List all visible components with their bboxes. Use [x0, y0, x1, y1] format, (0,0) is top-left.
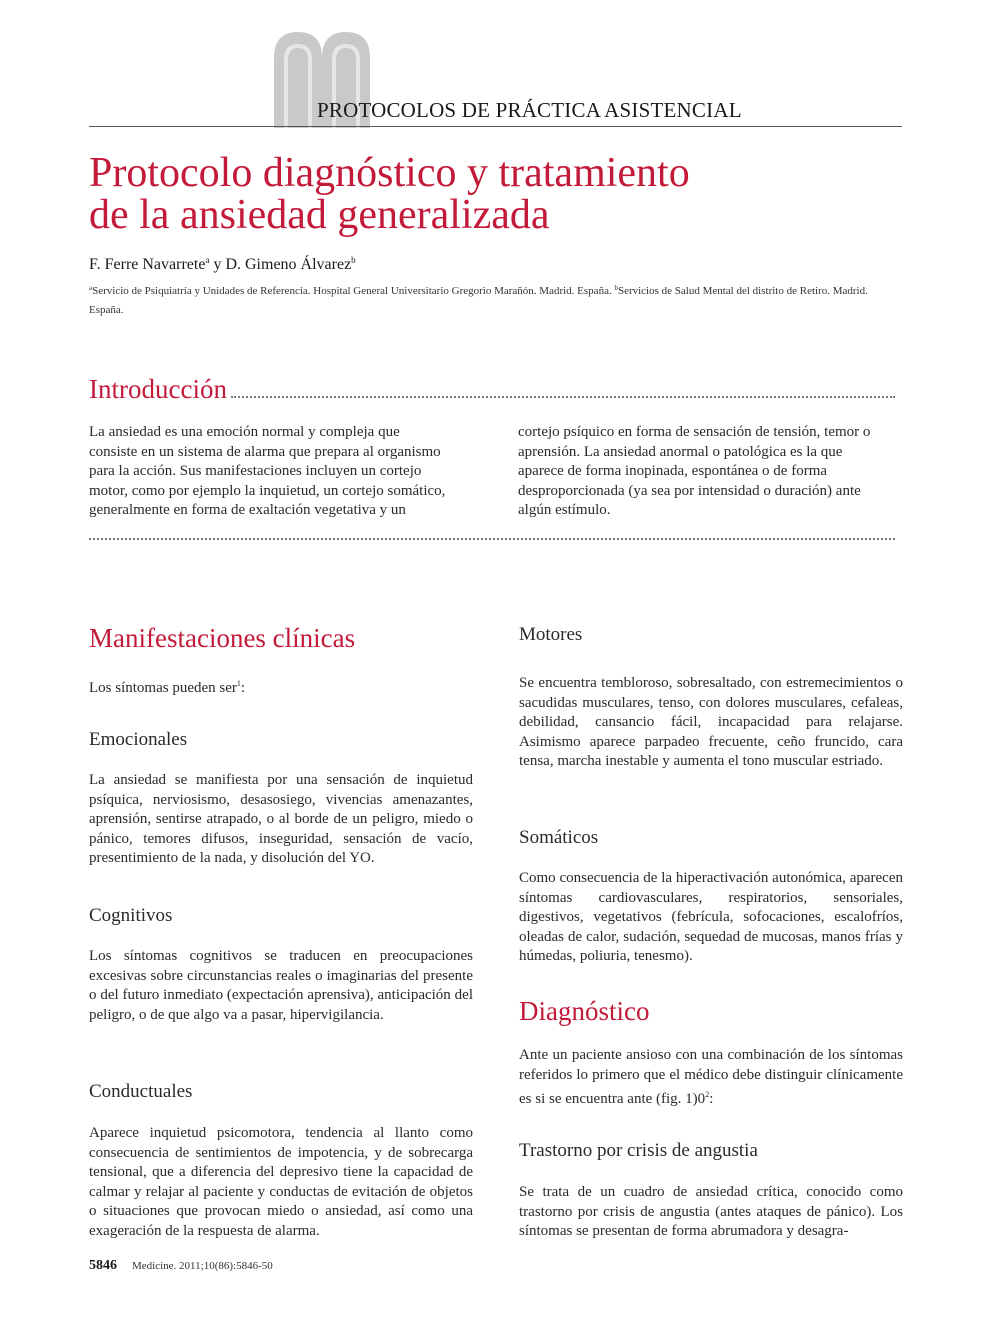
somaticos-paragraph: Como consecuencia de la hiperactivación autonómica, aparecen síntomas cardiovasculares, respiratorios, sensoriales, digestivos, vegetativos (febrícula, sofocaciones, escalofríos, oleadas de calor, sudación, sequedad de mucosas, manos frías y húmedas, poliuria, tenesmo).	[519, 870, 903, 965]
journal-citation: Medicine. 2011;10(86):5846-50	[132, 1260, 273, 1272]
intro-right-line: aprensión. La ansiedad anormal o patológica es la que	[518, 443, 843, 460]
intro-left-line: para la acción. Sus manifestaciones incluyen un cortejo	[89, 463, 422, 480]
intro-left-line: consiste en un sistema de alarma que prepara al organismo	[89, 443, 441, 460]
section-label: PROTOCOLOS DE PRÁCTICA ASISTENCIAL	[317, 98, 742, 122]
intro-heading: Introducción	[89, 374, 227, 404]
sintomas-end: :	[240, 680, 246, 696]
diagnostico-heading: Diagnóstico	[519, 996, 650, 1026]
title-line-2: de la ansiedad generalizada	[89, 192, 550, 238]
author-1-sup: a	[205, 255, 210, 265]
conductuales-heading: Conductuales	[89, 1081, 193, 1102]
somaticos-heading: Somáticos	[519, 827, 599, 848]
cognitivos-heading: Cognitivos	[89, 905, 173, 926]
diagnostico-end: :	[709, 1091, 714, 1108]
cognitivos-paragraph: Los síntomas cognitivos se traducen en preocupaciones excesivas sobre circunstancias reales o imaginarias del presente o del futuro inmediato (expectación aprensiva), anticipación del peligro, o de que algo va a pasar, hipervigilancia.	[89, 948, 473, 1023]
page-number: 5846	[89, 1258, 117, 1273]
author-2: D. Gimeno Álvarez	[225, 256, 352, 273]
affiliations	[89, 279, 902, 320]
intro-left-line: La ansiedad es una emoción normal y compleja que	[89, 424, 400, 440]
sintomas-text: Los síntomas pueden ser	[89, 680, 237, 696]
trastorno-paragraph: Se trata de un cuadro de ansiedad crítica, conocido como trastorno por crisis de angustia (antes ataques de pánico). Los síntomas se presentan de forma abrumadora y desagra-	[519, 1184, 903, 1240]
affil-b-sup: b	[614, 284, 618, 292]
title-line-1: Protocolo diagnóstico y tratamiento	[89, 150, 690, 196]
author-conjunction: y	[209, 256, 226, 273]
diagnostico-paragraph	[519, 1046, 903, 1110]
authors	[89, 255, 356, 274]
intro-right-column	[518, 423, 903, 521]
diagnostico-text: Ante un paciente ansioso con una combinación de los síntomas referidos lo primero que el médico debe distinguir clínicamente es si se encuentra ante (fig. 1)0	[519, 1047, 903, 1108]
intro-left-column	[89, 423, 474, 521]
sintomas-ref: 1	[236, 679, 241, 688]
author-1: F. Ferre Navarrete	[89, 256, 206, 273]
affil-a-sup: a	[89, 284, 93, 292]
affil-a: Servicio de Psiquiatría y Unidades de Referencia. Hospital General Universitario Gregorio Marañón. Madrid. España.	[92, 285, 615, 297]
page-title	[89, 152, 889, 236]
conductuales-paragraph: Aparece inquietud psicomotora, tendencia al llanto como consecuencia de sentimientos de impotencia, y de sobrecarga tensional, que a diferencia del depresivo tiene la capacidad de calmar y relajar al paciente y conductas de evitación de objetos o situaciones que provocan miedo o ansiedad, así como una exageración de la respuesta de alarma.	[89, 1125, 473, 1239]
header-divider	[89, 126, 902, 127]
intro-right-line: aparece de forma inopinada, espontánea o de forma	[518, 463, 828, 480]
intro-dotted-rule	[231, 396, 895, 398]
motores-heading: Motores	[519, 624, 583, 645]
trastorno-heading: Trastorno por crisis de angustia	[519, 1140, 758, 1161]
intro-left-line: generalmente en forma de exaltación vegetativa y un	[89, 502, 406, 519]
intro-bottom-dotted-rule	[89, 538, 895, 540]
author-2-sup: b	[351, 255, 356, 265]
emocionales-paragraph: La ansiedad se manifiesta por una sensación de inquietud psíquica, nerviosismo, desasosiego, vivencias amenazantes, aprensión, sentirse atrapado, o al borde de un peligro, miedo o pánico, temores difusos, inseguridad, sensación de vacío, presentimiento de la nada, y disolución del YO.	[89, 772, 473, 867]
emocionales-heading: Emocionales	[89, 729, 188, 750]
diagnostico-ref: 2	[705, 1090, 710, 1100]
intro-left-line: motor, como por ejemplo la inquietud, un cortejo somático,	[89, 482, 446, 499]
affil-b: Servicios de Salud Mental del distrito de Retiro. Madrid. España.	[89, 285, 868, 316]
intro-right-line: desproporcionada (ya sea por intensidad o duración) ante	[518, 482, 861, 499]
motores-paragraph: Se encuentra tembloroso, sobresaltado, con estremecimientos o sacudidas musculares, tenso, con dolores musculares, cefaleas, debilidad, cansancio fácil, incapacidad para relajarse. Asimismo aparece parpadeo frecuente, ceño fruncido, cara tensa, marcha inestable y aumenta el tono muscular estriado.	[519, 675, 903, 770]
intro-right-line: algún estímulo.	[518, 502, 611, 519]
intro-right-line: cortejo psíquico en forma de sensación de tensión, temor o	[518, 424, 871, 440]
sintomas-paragraph	[89, 674, 473, 699]
manifestaciones-heading: Manifestaciones clínicas	[89, 623, 356, 653]
